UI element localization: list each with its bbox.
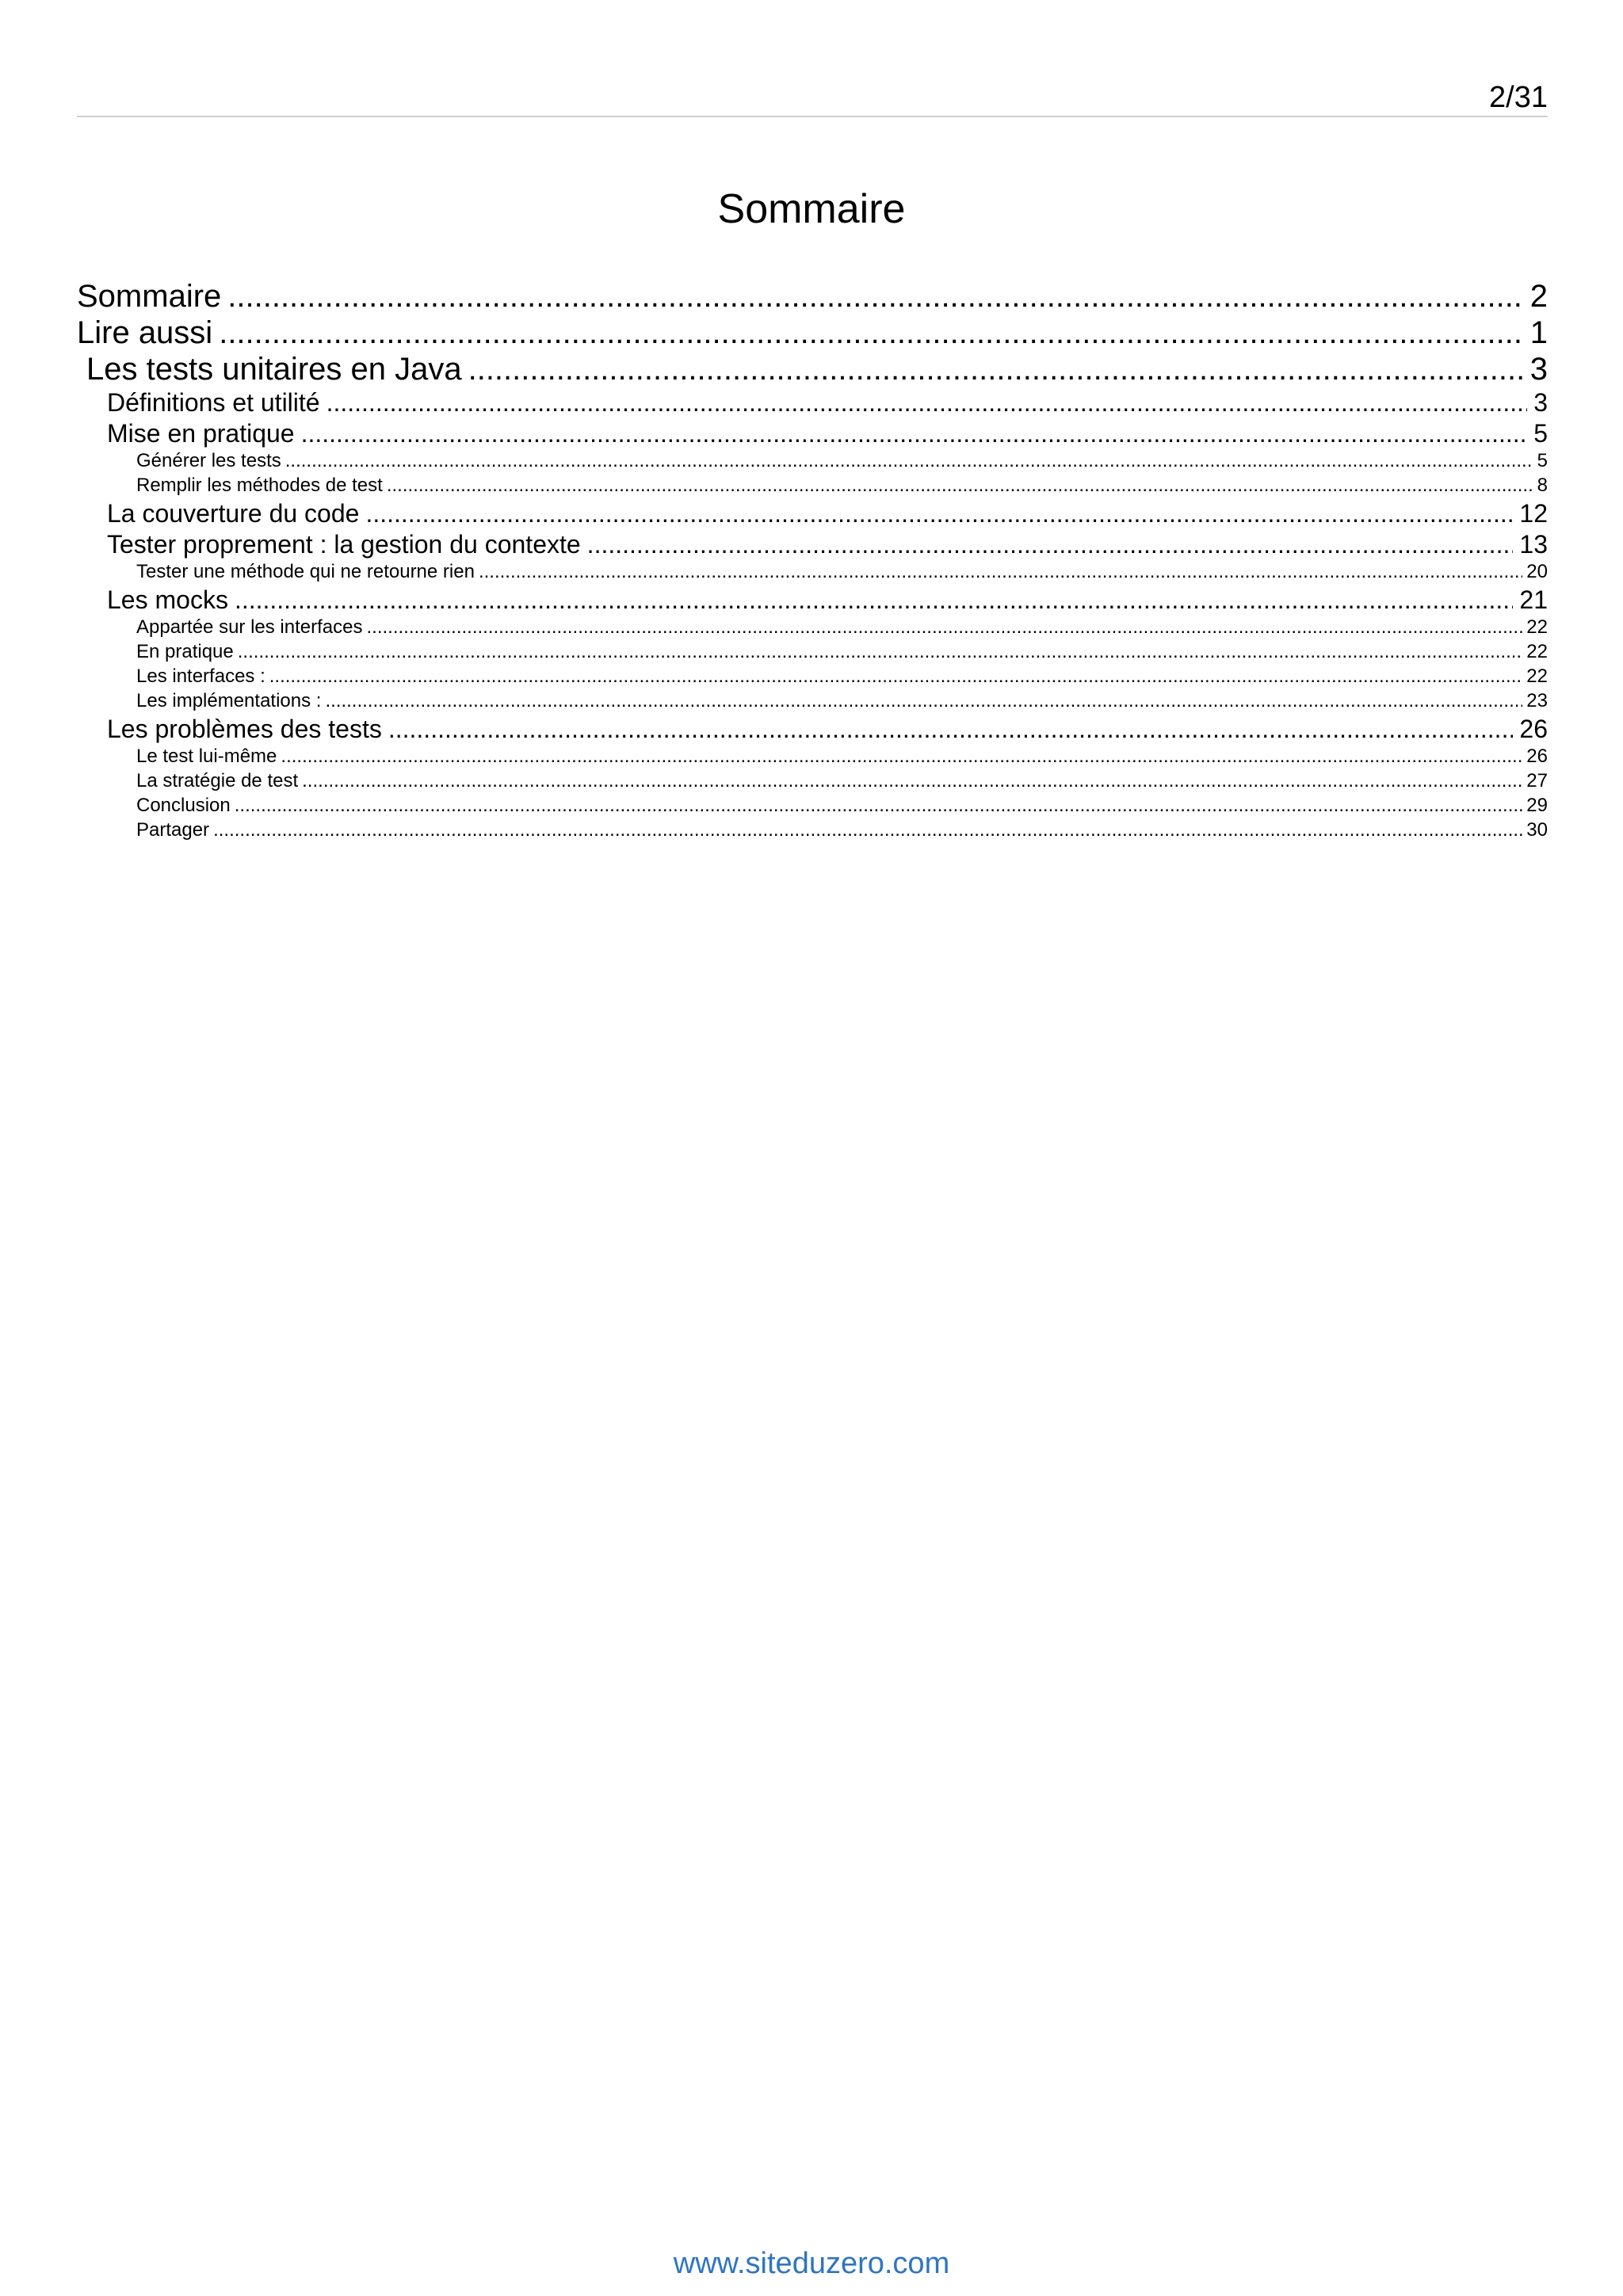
- toc-entry-label: Les tests unitaires en Java: [86, 352, 462, 387]
- toc-entry-sommaire[interactable]: [77, 279, 1548, 315]
- toc-entry-label: Définitions et utilité: [107, 388, 320, 417]
- toc-leader-dots: [365, 499, 1513, 528]
- toc-leader-dots: [269, 666, 1523, 688]
- toc-entry-label: En pratique: [136, 641, 234, 662]
- toc-leader-dots: [213, 819, 1522, 841]
- toc-entry-page: 3: [1533, 388, 1548, 417]
- toc-entry-page: 2: [1529, 279, 1548, 314]
- toc-entry-label: Les interfaces :: [136, 666, 265, 687]
- toc-entry-test-lui-meme[interactable]: [77, 746, 1548, 770]
- toc-entry-mocks[interactable]: [77, 585, 1548, 616]
- toc-entry-label: Tester une méthode qui ne retourne rien: [136, 561, 475, 582]
- toc-entry-page: 23: [1526, 690, 1548, 711]
- toc-entry-page: 26: [1519, 715, 1548, 743]
- toc-title: Sommaire: [717, 186, 906, 232]
- toc-entry-label: Remplir les méthodes de test: [136, 475, 383, 496]
- page-number: 2/31: [1489, 81, 1548, 114]
- toc-leader-dots: [387, 475, 1533, 497]
- toc-entry-page: 30: [1526, 819, 1548, 841]
- toc-leader-dots: [479, 561, 1522, 583]
- toc-entry-lire-aussi[interactable]: [77, 315, 1548, 352]
- toc-leader-dots: [281, 746, 1522, 768]
- toc-leader-dots: [366, 616, 1522, 639]
- toc-entry-page: 20: [1526, 561, 1548, 582]
- toc-entry-couverture-code[interactable]: [77, 499, 1548, 530]
- toc-leader-dots: [219, 315, 1524, 351]
- toc-leader-dots: [227, 279, 1523, 315]
- toc-entry-page: 3: [1529, 352, 1548, 387]
- toc-entry-page: 26: [1526, 746, 1548, 767]
- toc-entry-label: Lire aussi: [77, 315, 213, 350]
- toc-leader-dots: [235, 585, 1513, 615]
- toc-entry-label: La couverture du code: [107, 499, 360, 528]
- toc-entry-label: La stratégie de test: [136, 770, 299, 791]
- toc-entry-methode-retourne-rien[interactable]: [77, 561, 1548, 585]
- toc-entry-conclusion[interactable]: [77, 795, 1548, 819]
- table-of-contents: [77, 279, 1548, 844]
- toc-entry-generer-tests[interactable]: [77, 450, 1548, 475]
- toc-leader-dots: [285, 450, 1533, 472]
- toc-entry-remplir-methodes[interactable]: [77, 475, 1548, 499]
- toc-entry-les-implementations[interactable]: [77, 690, 1548, 715]
- toc-leader-dots: [235, 795, 1523, 817]
- toc-entry-page: 22: [1526, 641, 1548, 662]
- toc-leader-dots: [388, 715, 1514, 744]
- toc-entry-page: 13: [1519, 530, 1548, 559]
- toc-entry-page: 22: [1526, 616, 1548, 638]
- footer-site-link[interactable]: www.siteduzero.com: [673, 2247, 950, 2280]
- toc-entry-les-interfaces[interactable]: [77, 666, 1548, 690]
- header-divider: [77, 116, 1548, 117]
- toc-entry-page: 29: [1526, 795, 1548, 816]
- toc-leader-dots: [238, 641, 1523, 663]
- toc-entry-problemes-tests[interactable]: [77, 715, 1548, 746]
- toc-entry-tester-proprement[interactable]: [77, 530, 1548, 561]
- toc-leader-dots: [468, 352, 1524, 387]
- toc-entry-label: Le test lui-même: [136, 746, 277, 767]
- toc-entry-label: Les mocks: [107, 585, 228, 614]
- toc-entry-label: Tester proprement : la gestion du contexte: [107, 530, 581, 559]
- toc-entry-page: 5: [1537, 450, 1548, 471]
- toc-entry-label: Les implémentations :: [136, 690, 322, 711]
- toc-entry-mise-en-pratique[interactable]: [77, 419, 1548, 450]
- toc-leader-dots: [587, 530, 1514, 559]
- toc-entry-apartee-interfaces[interactable]: [77, 616, 1548, 641]
- toc-entry-label: Conclusion: [136, 795, 231, 816]
- toc-entry-definitions-utilite[interactable]: [77, 388, 1548, 419]
- toc-entry-page: 12: [1519, 499, 1548, 528]
- toc-entry-page: 22: [1526, 666, 1548, 687]
- toc-leader-dots: [302, 770, 1522, 792]
- toc-entry-strategie-test[interactable]: [77, 770, 1548, 795]
- toc-entry-partager[interactable]: [77, 819, 1548, 844]
- toc-leader-dots: [301, 419, 1528, 448]
- toc-entry-label: Les problèmes des tests: [107, 715, 382, 743]
- toc-entry-page: 1: [1529, 315, 1548, 350]
- toc-entry-label: Appartée sur les interfaces: [136, 616, 363, 638]
- toc-entry-page: 27: [1526, 770, 1548, 791]
- toc-entry-label: Mise en pratique: [107, 419, 295, 448]
- toc-entry-label: Sommaire: [77, 279, 222, 314]
- toc-entry-page: 8: [1537, 475, 1548, 496]
- toc-entry-label: Partager: [136, 819, 210, 841]
- toc-entry-page: 5: [1533, 419, 1548, 448]
- toc-entry-page: 21: [1519, 585, 1548, 614]
- toc-entry-tests-unitaires-java[interactable]: [77, 352, 1548, 388]
- toc-leader-dots: [327, 388, 1528, 418]
- toc-entry-en-pratique[interactable]: [77, 641, 1548, 666]
- toc-entry-label: Générer les tests: [136, 450, 281, 471]
- toc-leader-dots: [325, 690, 1522, 712]
